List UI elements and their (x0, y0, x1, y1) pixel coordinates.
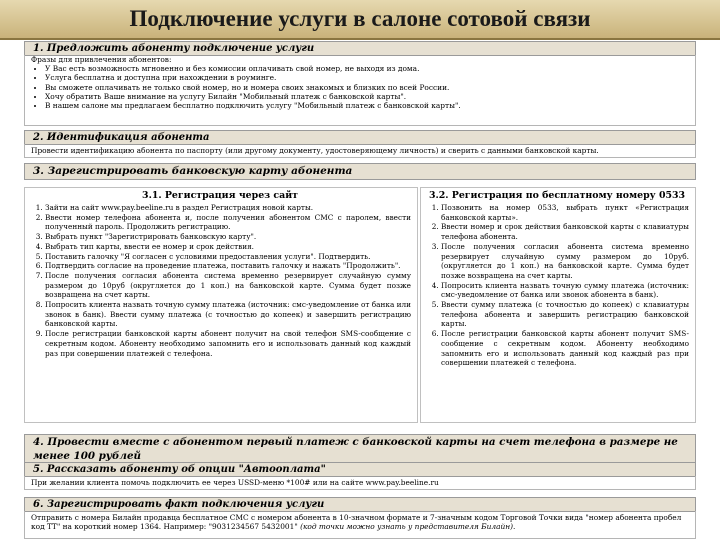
section-3-1-heading: 3.1. Регистрация через сайт (142, 190, 298, 201)
section-6-body (24, 511, 696, 539)
list-item: • У Вас есть возможность мгновенно и без комиссии оплачивать свой номер, не выходя из дома. (45, 64, 689, 73)
list-item: 6. Подтвердить согласие на проведение платежа, поставить галочку и нажать "Продолжить". (45, 261, 411, 271)
list-item: 8. Попросить клиента назвать точную сумму платежа (источник: смс-уведомление от банка или звонок в банк). Ввести сумму платежа (с точностью до копеек) и завершить регистрацию банковской карты. (45, 300, 411, 329)
list-item: 7. После получения согласия абонента система временно резервирует случайную сумму размером до 10руб (округляется до 1 коп.) на банковской карте. Сумма будет позже возвращена на счет карты. (45, 271, 411, 300)
section-6-text: Отправить с номера Билайн продавца бесплатное СМС с номером абонента в 10-значном формате и 7-значным кодом Торговой Точки вида "номер абонента пробел код ТТ" на короткий номер 1364. Например: "9031234567 5432001" (31, 513, 682, 532)
title-bar (0, 0, 720, 40)
list-item: • Вы сможете оплачивать не только свой номер, но и номера своих знакомых и близких по всей России. (45, 83, 689, 92)
list-item: 3. После получения согласия абонента система временно резервирует случайную сумму размером до 10руб. (округляется до 1 коп.) на банковской карте. Сумма будет позже возвращена на счет карты. (441, 242, 689, 281)
section-3-2-heading: 3.2. Регистрация по бесплатному номеру 0533 (428, 190, 686, 201)
section-3-heading: 3. Зарегистрировать банковскую карту абонента (24, 163, 696, 180)
list-item: 2. Ввести номер и срок действия банковской карты с клавиатуры телефона абонента. (441, 222, 689, 241)
section-3-2-steps (425, 203, 689, 368)
section-5-text: При желании клиента помочь подключить ее через USSD-меню *100# или на сайте www.pay.beeline.ru (31, 478, 439, 487)
section-3-1-column (24, 187, 418, 423)
section-1-heading: 1. Предложить абоненту подключение услуги (24, 41, 696, 56)
list-item: 1. Зайти на сайт www.pay.beeline.ru в раздел Регистрация новой карты. (45, 203, 411, 213)
list-item: 3. Выбрать пункт "Зарегистрировать банковскую карту". (45, 232, 411, 242)
list-item: • Хочу обратить Ваше внимание на услугу Билайн "Мобильный платеж с банковской карты". (45, 92, 689, 101)
section-2-heading: 2. Идентификация абонента (24, 130, 696, 145)
section-6-heading: 6. Зарегистрировать факт подключения услуги (24, 497, 696, 512)
section-6-note: (код точки можно узнать у представителя Билайн). (297, 522, 516, 532)
section-1-body (24, 55, 696, 126)
list-item: 5. Поставить галочку "Я согласен с условиями предоставления услуги". Подтвердить. (45, 252, 411, 262)
section-2-text: Провести идентификацию абонента по паспорту (или другому документу, удостоверяющему личность) и сверить с данными банковской карты. (31, 146, 599, 155)
section-3-1-steps (29, 203, 411, 358)
section-1-intro: Фразы для привлечения абонентов: (31, 55, 172, 64)
list-item: 4. Выбрать тип карты, ввести ее номер и срок действия. (45, 242, 411, 252)
list-item: 5. Ввести сумму платежа (с точностью до копеек) с клавиатуры телефона абонента и завершить регистрацию банковской карты. (441, 300, 689, 329)
section-1-bullets (31, 64, 689, 110)
page-title: Подключение услуги в салоне сотовой связи (129, 6, 591, 31)
list-item: 1. Позвонить на номер 0533, выбрать пункт «Регистрация банковской карты». (441, 203, 689, 222)
list-item: 2. Ввести номер телефона абонента и, после получения абонентом СМС с паролем, ввести полученный пароль. Продолжить регистрацию. (45, 213, 411, 232)
list-item: 9. После регистрации банковской карты абонент получит на свой телефон SMS-сообщение с секретным кодом. Абоненту необходимо запомнить его и использовать данный код каждый раз при совершении платежей с телефона. (45, 329, 411, 358)
list-item: • Услуга бесплатна и доступна при нахождении в роуминге. (45, 73, 689, 82)
list-item: • В нашем салоне мы предлагаем бесплатно подключить услугу "Мобильный платеж с банковской карты". (45, 101, 689, 110)
section-3-2-column (420, 187, 696, 423)
section-5-heading: 5. Рассказать абоненту об опции "Автооплата" (24, 462, 696, 477)
section-4-heading: 4. Провести вместе с абонентом первый платеж с банковской карты на счет телефона в размере не менее 100 рублей (24, 434, 696, 464)
list-item: 4. Попросить клиента назвать точную сумму платежа (источник: смс-уведомление от банка или звонок абонента в банк). (441, 281, 689, 300)
section-2-body (24, 144, 696, 158)
section-5-body (24, 476, 696, 490)
list-item: 6. После регистрации банковской карты абонент получит SMS-сообщение с секретным кодом. Абоненту необходимо запомнить его и использовать данный код каждый раз при совершении платежей с телефона. (441, 329, 689, 368)
